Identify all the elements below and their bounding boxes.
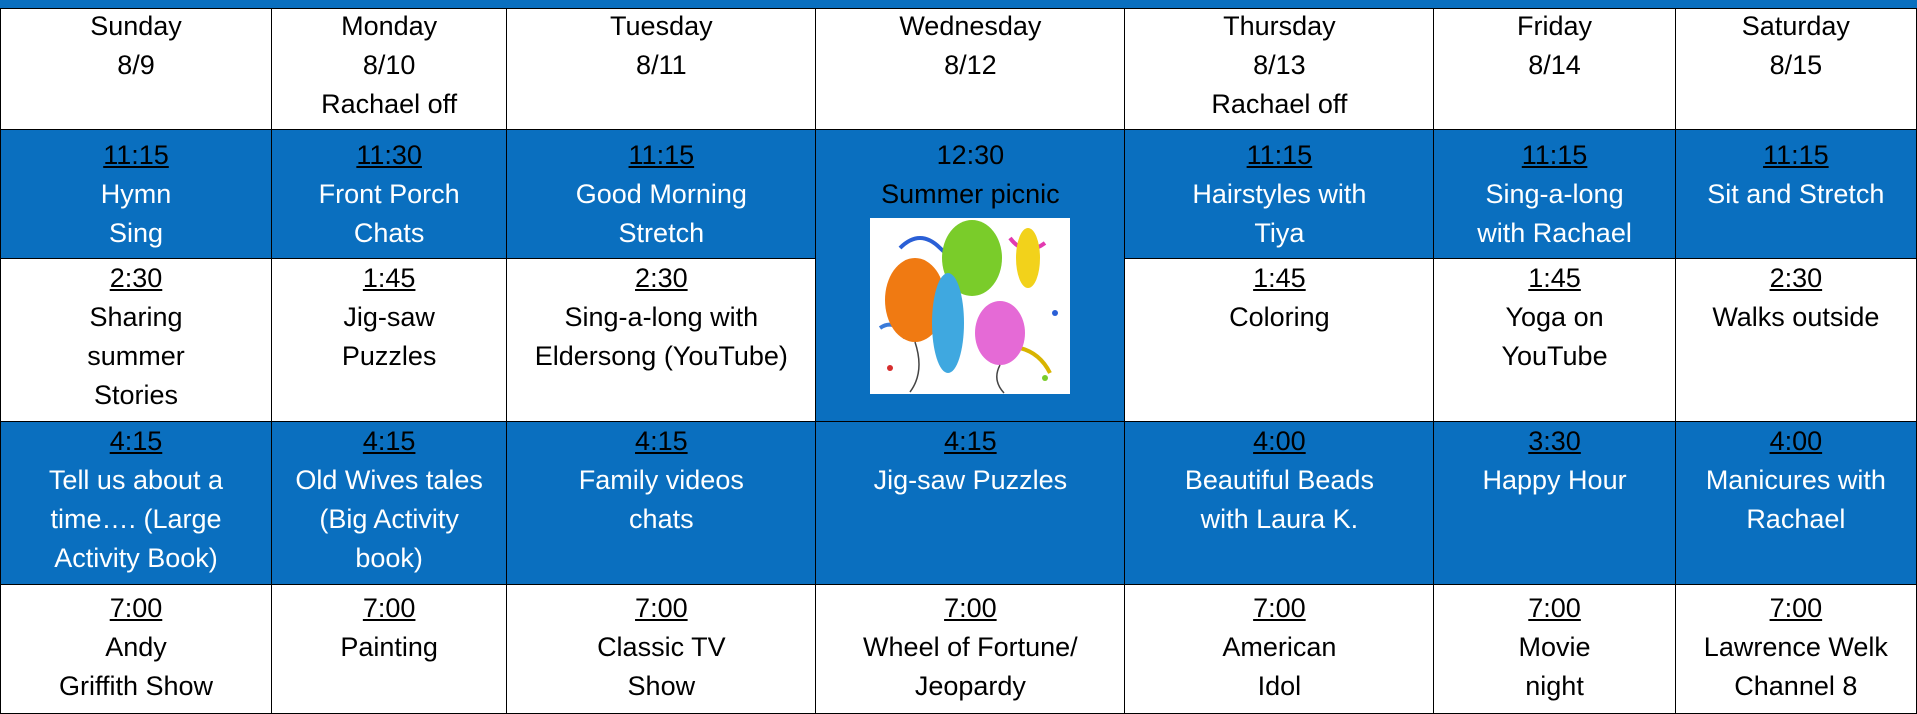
activity-cell (1675, 585, 1916, 714)
activity-line: Griffith Show (58, 671, 214, 702)
activity-line: Tiya (1254, 217, 1305, 248)
activity-line: Painting (340, 632, 438, 663)
activity-time: 2:30 (109, 262, 163, 293)
activity-time: 7:00 (1528, 593, 1581, 624)
activity-line: Jig-saw Puzzles (873, 464, 1068, 495)
activity-line: Chats (353, 217, 425, 248)
activity-time: 4:15 (944, 425, 997, 456)
activity-line: Rachael (1746, 503, 1846, 534)
header-row (1, 1, 1917, 130)
activity-time: 4:15 (362, 425, 416, 456)
activity-line: Activity Book) (54, 542, 218, 573)
activity-line: Idol (1257, 671, 1302, 702)
header-thursday (1125, 1, 1434, 130)
late-morning-row (1, 129, 1917, 258)
activity-time: 11:15 (1246, 139, 1313, 170)
day-date: 8/10 (362, 50, 416, 80)
activity-cell (1434, 258, 1675, 421)
day-date: 8/12 (944, 50, 997, 80)
activity-time: 4:00 (1769, 425, 1823, 456)
activity-time: 4:15 (109, 425, 163, 456)
activity-time: 4:00 (1253, 425, 1306, 456)
header-wednesday (816, 1, 1125, 130)
activity-cell (816, 585, 1125, 714)
activity-time: 3:30 (1528, 425, 1581, 456)
activity-time: 4:15 (635, 425, 688, 456)
top-bar (0, 0, 1917, 9)
day-name: Saturday (1741, 11, 1850, 41)
activity-line: Jig-saw (343, 301, 435, 332)
activity-line: Old Wives tales (295, 464, 483, 495)
day-date: 8/14 (1528, 50, 1581, 80)
activity-line: Sharing (89, 301, 183, 332)
day-name: Tuesday (610, 11, 713, 41)
activity-cell (1125, 585, 1434, 714)
activity-line: Andy (105, 632, 167, 663)
activity-line: with Rachael (1477, 217, 1632, 248)
activity-cell (507, 258, 816, 421)
activity-time: 12:30 (936, 139, 1005, 170)
activity-line: American (1222, 632, 1337, 663)
activity-line: Lawrence Welk (1703, 632, 1888, 663)
activity-time: 7:00 (635, 593, 688, 624)
activity-line: Beautiful Beads (1184, 464, 1374, 495)
day-date: 8/11 (636, 50, 687, 80)
activity-cell (507, 129, 816, 258)
activity-cell (1, 129, 272, 258)
activity-cell (1125, 258, 1434, 421)
activity-cell (1, 258, 272, 421)
activity-cell (1125, 129, 1434, 258)
activity-line: Sit and Stretch (1707, 178, 1885, 209)
activity-time: 7:00 (1769, 593, 1823, 624)
activity-time: 1:45 (1253, 262, 1306, 293)
activity-line: Coloring (1229, 301, 1330, 332)
activity-time: 11:30 (356, 139, 422, 170)
activity-cell (507, 421, 816, 584)
activity-time: 2:30 (635, 262, 688, 293)
activity-cell (816, 421, 1125, 584)
activity-cell (1, 421, 272, 584)
day-name: Monday (341, 11, 438, 41)
activity-cell (1434, 585, 1675, 714)
activity-cell (271, 129, 506, 258)
activity-time: 1:45 (362, 262, 416, 293)
activity-line: Summer picnic (881, 178, 1060, 209)
activity-line: YouTube (1501, 340, 1608, 371)
activity-line: Stretch (618, 217, 705, 248)
activity-time: 7:00 (1253, 593, 1306, 624)
activity-line: Sing-a-long with (564, 301, 759, 332)
activity-line: Sing-a-long (1485, 178, 1624, 209)
activity-line: Classic TV (597, 632, 726, 663)
day-note: Rachael off (321, 89, 458, 119)
activity-line: Jeopardy (914, 671, 1026, 702)
activity-line: chats (629, 503, 694, 534)
activity-time: 11:15 (103, 139, 169, 170)
day-name: Wednesday (899, 11, 1042, 41)
activity-cell (1434, 421, 1675, 584)
activity-cell (1434, 129, 1675, 258)
header-friday (1434, 1, 1675, 130)
activity-cell (1675, 258, 1916, 421)
day-name: Thursday (1223, 11, 1336, 41)
activity-time: 11:15 (628, 139, 695, 170)
activity-line: (Big Activity (319, 503, 459, 534)
activity-line: Family videos (578, 464, 744, 495)
activity-time: 11:15 (1763, 139, 1829, 170)
activity-cell (1, 585, 272, 714)
day-name: Friday (1517, 11, 1593, 41)
activity-time: 7:00 (944, 593, 997, 624)
header-sunday (1, 1, 272, 130)
activity-line: Wheel of Fortune/ (863, 632, 1078, 663)
day-name: Sunday (90, 11, 182, 41)
activity-line: Channel 8 (1734, 671, 1858, 702)
activity-cell (1675, 129, 1916, 258)
activity-cell (271, 585, 506, 714)
activity-line: night (1525, 671, 1584, 702)
header-tuesday (507, 1, 816, 130)
activity-line: Manicures with (1705, 464, 1886, 495)
activity-line: Tell us about a (48, 464, 224, 495)
party-balloons-image (870, 218, 1070, 394)
activity-time: 7:00 (109, 593, 163, 624)
activity-line: Happy Hour (1482, 464, 1627, 495)
day-date: 8/15 (1769, 50, 1823, 80)
activity-time: 2:30 (1769, 262, 1823, 293)
activity-line: Hairstyles with (1192, 178, 1367, 209)
activity-cell (271, 421, 506, 584)
day-date: 8/9 (117, 50, 155, 80)
activity-time: 11:15 (1521, 139, 1588, 170)
activity-time: 1:45 (1528, 262, 1581, 293)
activity-line: Stories (93, 379, 179, 410)
activity-cell (271, 258, 506, 421)
evening-row (1, 585, 1917, 714)
activity-line: time…. (Large (50, 503, 222, 534)
activity-line: Walks outside (1712, 301, 1880, 332)
activity-cell (1675, 421, 1916, 584)
activity-line: Yoga on (1505, 301, 1604, 332)
day-date: 8/13 (1253, 50, 1306, 80)
activity-line: Good Morning (575, 178, 747, 209)
activity-cell (507, 585, 816, 714)
summer-picnic-cell (816, 129, 1125, 421)
activity-line: Movie (1518, 632, 1591, 663)
day-note: Rachael off (1211, 89, 1348, 119)
activity-line: Eldersong (YouTube) (534, 340, 788, 371)
activity-time: 7:00 (362, 593, 416, 624)
late-afternoon-row (1, 421, 1917, 584)
activity-line: Sing (108, 217, 164, 248)
activity-line: summer (87, 340, 185, 371)
activity-line: book) (355, 542, 423, 573)
header-monday (271, 1, 506, 130)
activity-line: with Laura K. (1200, 503, 1359, 534)
activity-line: Puzzles (341, 340, 437, 371)
activity-line: Front Porch (318, 178, 460, 209)
activity-cell (1125, 421, 1434, 584)
activity-line: Show (627, 671, 696, 702)
header-saturday (1675, 1, 1916, 130)
activity-line: Hymn (100, 178, 172, 209)
